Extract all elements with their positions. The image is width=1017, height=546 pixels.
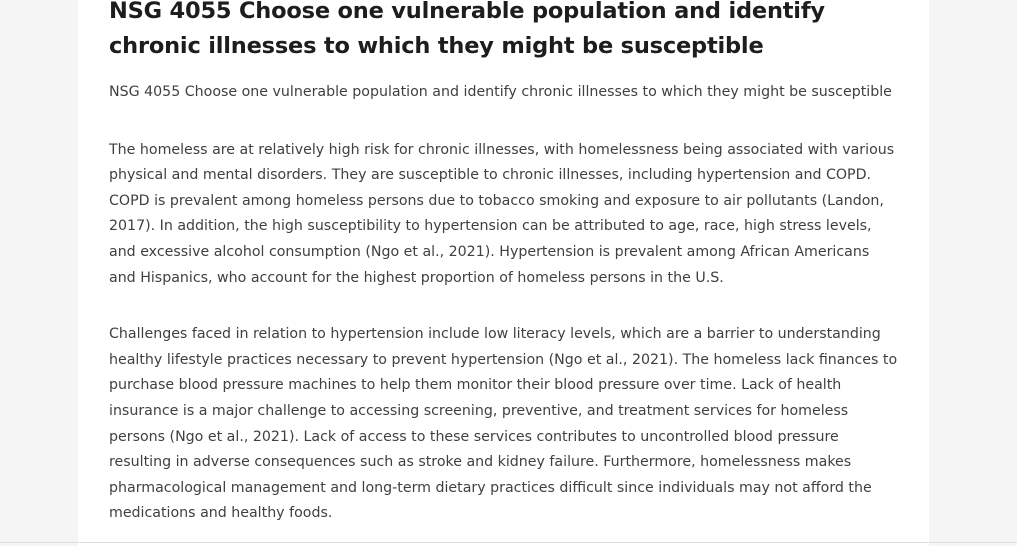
article-content [78, 0, 929, 546]
bottom-divider [0, 542, 1017, 543]
article-subtitle: NSG 4055 Choose one vulnerable population and identify chronic illnesses to which they might be susceptible [109, 84, 892, 100]
article-paragraph: Challenges faced in relation to hypertension include low literacy levels, which are a barrier to understanding healthy lifestyle practices necessary to prevent hypertension (Ngo et al., 2021). The homeless lack finances to purchase blood pressure machines to help them monitor their blood pressure over time. Lack of health insurance is a major challenge to accessing screening, preventive, and treatment services for homeless persons (Ngo et al., 2021). Lack of access to these services contributes to uncontrolled blood pressure resulting in adverse consequences such as stroke and kidney failure. Furthermore, homelessness makes pharmacological management and long-term dietary practices difficult since individuals may not afford the medications and healthy foods. [109, 326, 898, 522]
article-paragraph: The homeless are at relatively high risk for chronic illnesses, with homelessness being associated with various physical and mental disorders. They are susceptible to chronic illnesses, including hypertension and COPD. COPD is prevalent among homeless persons due to tobacco smoking and exposure to air pollutants (Landon, 2017). In addition, the high susceptibility to hypertension can be attributed to age, race, high stress levels, and excessive alcohol consumption (Ngo et al., 2021). Hypertension is prevalent among African Americans and Hispanics, who account for the highest proportion of homeless persons in the U.S. [109, 141, 895, 286]
article-title: NSG 4055 Choose one vulnerable population and identify chronic illnesses to which they might be susceptible [109, 0, 825, 59]
